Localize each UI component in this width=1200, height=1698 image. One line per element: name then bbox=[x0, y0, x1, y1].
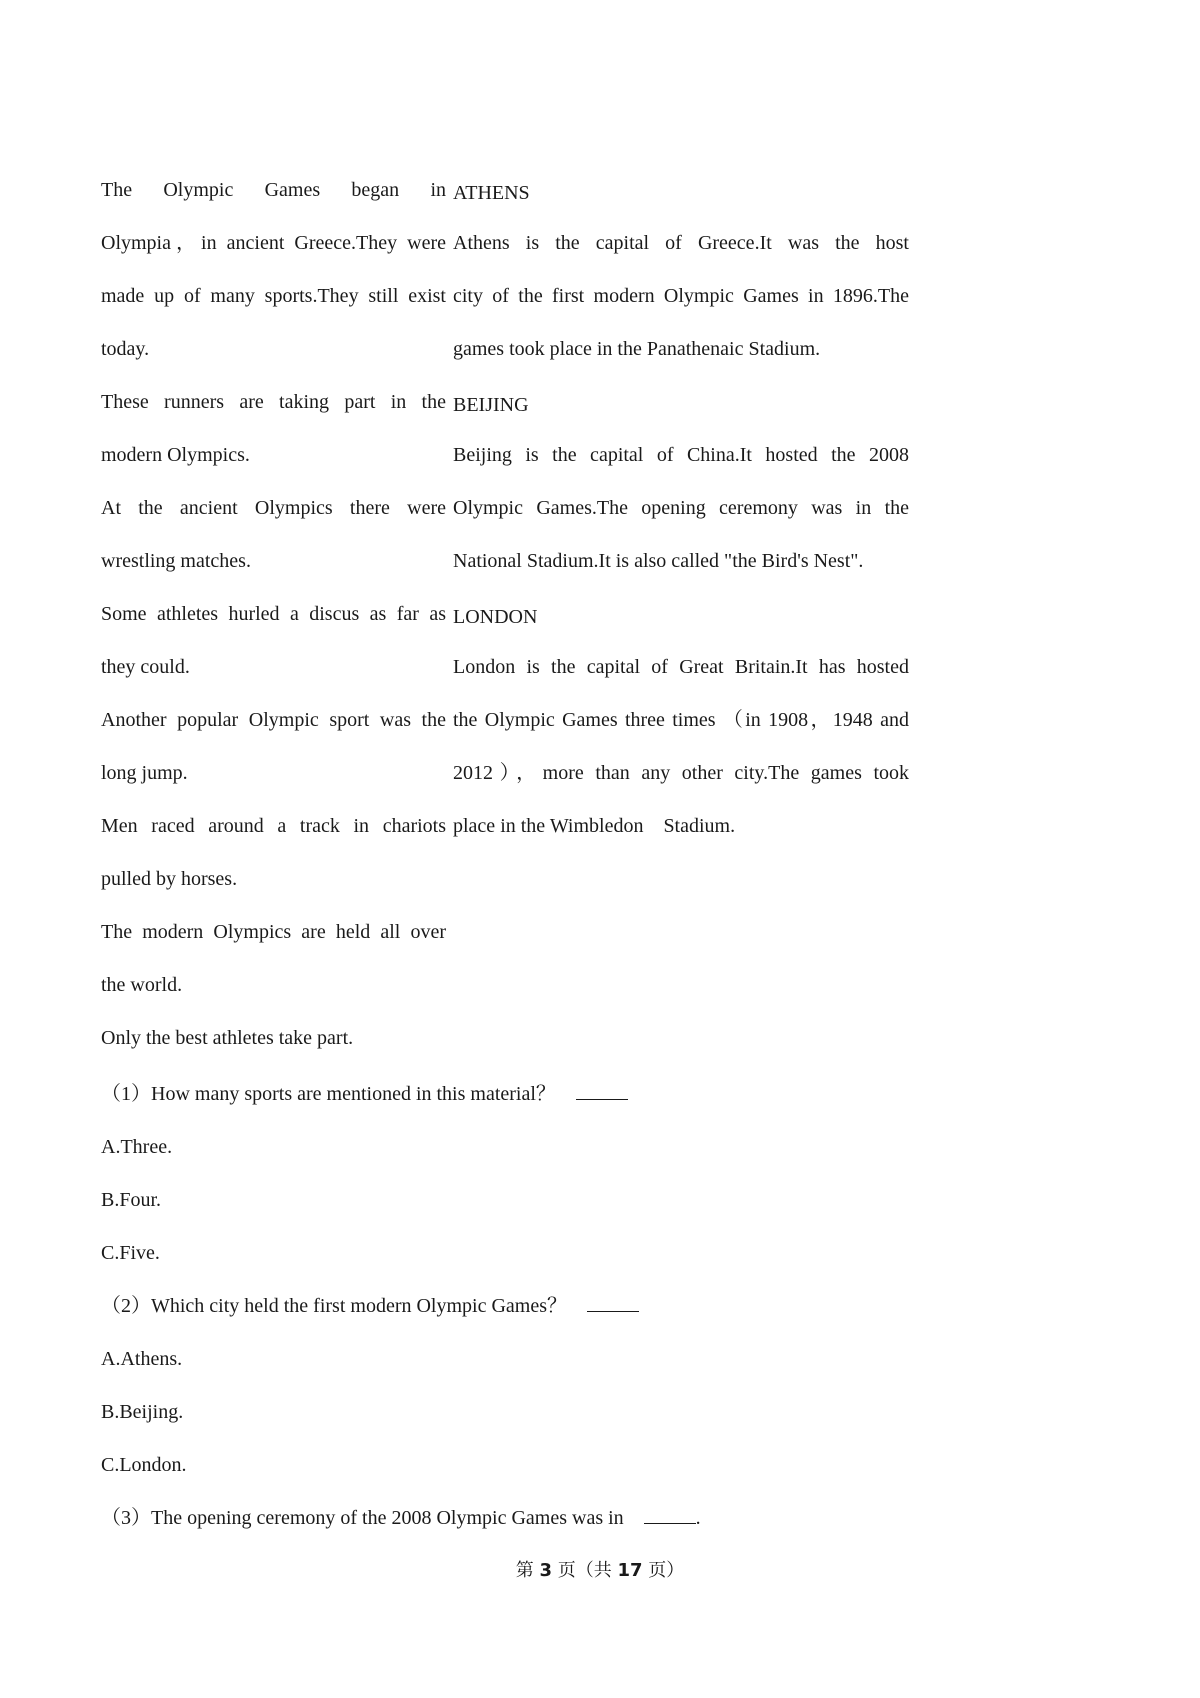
right-column-line: Olympic Games.The opening ceremony was in the bbox=[453, 497, 909, 519]
right-column-line: 2012），more than any other city.The games took bbox=[453, 762, 909, 784]
left-column-line: wrestling matches. bbox=[101, 550, 251, 572]
left-column-line: the world. bbox=[101, 974, 183, 996]
left-column-line: Olympia，in ancient Greece.They were bbox=[101, 232, 446, 254]
right-column-line: the Olympic Games three times （in 1908，1948 and bbox=[453, 709, 909, 731]
right-column-line: Beijing is the capital of China.It hosted the 2008 bbox=[453, 444, 909, 466]
right-column-line: London is the capital of Great Britain.It has hosted bbox=[453, 656, 909, 678]
left-column-line: Only the best athletes take part. bbox=[101, 1027, 354, 1049]
left-column-line: pulled by horses. bbox=[101, 868, 238, 890]
left-column-line: At the ancient Olympics there were bbox=[101, 497, 446, 519]
footer-suffix: 页） bbox=[642, 1560, 685, 1581]
left-column-line: The Olympic Games began in bbox=[101, 179, 446, 201]
answer-option: B.Four. bbox=[101, 1189, 162, 1211]
left-column-line: today. bbox=[101, 338, 150, 360]
left-column-line: These runners are taking part in the bbox=[101, 391, 446, 413]
left-column-line: modern Olympics. bbox=[101, 444, 250, 466]
footer-prefix: 第 bbox=[515, 1560, 540, 1581]
left-column-line: they could. bbox=[101, 656, 190, 678]
left-column-line: Some athletes hurled a discus as far as bbox=[101, 603, 446, 625]
left-column-line: Another popular Olympic sport was the bbox=[101, 709, 446, 731]
questions-section bbox=[101, 1068, 961, 1545]
question-text: （3）The opening ceremony of the 2008 Olympic Games was in bbox=[101, 1507, 624, 1529]
answer-blank[interactable] bbox=[587, 1293, 639, 1312]
question-end-punctuation: . bbox=[695, 1507, 701, 1529]
footer-page-number: 3 bbox=[539, 1560, 552, 1581]
question-prompt bbox=[101, 1068, 961, 1121]
right-column-line: National Stadium.It is also called "the Bird's Nest". bbox=[453, 550, 864, 572]
right-column-heading: BEIJING bbox=[453, 394, 529, 416]
answer-blank[interactable] bbox=[576, 1081, 628, 1100]
question-text: （1）How many sports are mentioned in this material？ bbox=[101, 1083, 556, 1105]
right-column-heading: LONDON bbox=[453, 606, 538, 628]
answer-option: A.Three. bbox=[101, 1136, 173, 1158]
left-column-line: long jump. bbox=[101, 762, 188, 784]
page-footer bbox=[0, 1556, 1200, 1582]
answer-blank[interactable] bbox=[644, 1505, 696, 1524]
right-column-line: games took place in the Panathenaic Stadium. bbox=[453, 338, 821, 360]
left-column-line: The modern Olympics are held all over bbox=[101, 921, 446, 943]
answer-option: C.London. bbox=[101, 1454, 187, 1476]
left-column bbox=[101, 164, 446, 1065]
answer-option: A.Athens. bbox=[101, 1348, 183, 1370]
right-column-line: place in the Wimbledon Stadium. bbox=[453, 815, 736, 837]
right-column-line: city of the first modern Olympic Games in 1896.The bbox=[453, 285, 909, 307]
answer-option: C.Five. bbox=[101, 1242, 160, 1264]
left-column-line: Men raced around a track in chariots bbox=[101, 815, 446, 837]
answer-option: B.Beijing. bbox=[101, 1401, 184, 1423]
left-column-line: made up of many sports.They still exist bbox=[101, 285, 446, 307]
question-prompt bbox=[101, 1280, 961, 1333]
question-prompt bbox=[101, 1492, 961, 1545]
footer-middle: 页（共 bbox=[552, 1560, 618, 1581]
right-column-line: Athens is the capital of Greece.It was the host bbox=[453, 232, 909, 254]
right-column bbox=[453, 164, 909, 853]
right-column-heading: ATHENS bbox=[453, 182, 530, 204]
question-text: （2）Which city held the first modern Olympic Games？ bbox=[101, 1295, 568, 1317]
footer-total-pages: 17 bbox=[617, 1560, 643, 1581]
